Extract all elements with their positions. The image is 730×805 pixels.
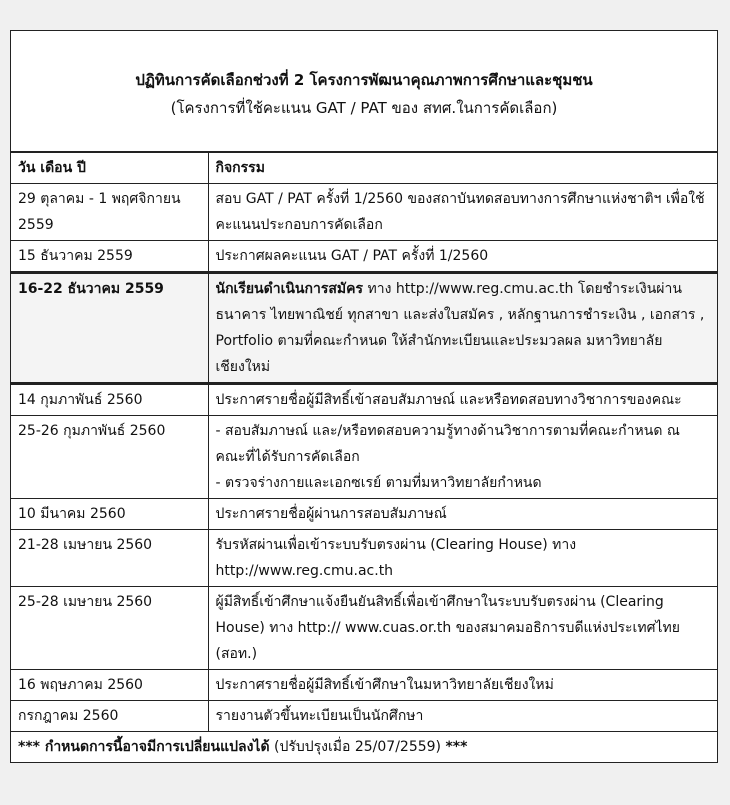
footnote-bold-prefix: *** กำหนดการนี้อาจมีการเปลี่ยนแปลงได้ xyxy=(18,739,270,755)
table-row xyxy=(11,587,717,670)
table-row xyxy=(11,701,717,732)
row-date: 21-28 เมษายน 2560 xyxy=(11,530,208,587)
row-date: 16-22 ธันวาคม 2559 xyxy=(11,273,208,384)
calendar-document xyxy=(10,30,718,763)
table-row xyxy=(11,670,717,701)
row-date: 14 กุมภาพันธ์ 2560 xyxy=(11,384,208,416)
row-date: 25-26 กุมภาพันธ์ 2560 xyxy=(11,416,208,499)
row-activity: ผู้มีสิทธิ์เข้าศึกษาแจ้งยืนยันสิทธิ์เพื่อเข้าศึกษาในระบบรับตรงผ่าน (Clearing House) ทาง http:// www.cuas.or.th ของสมาคมอธิการบดีแห่งประเทศไทย (สอท.) xyxy=(208,587,717,670)
row-activity: ประกาศผลคะแนน GAT / PAT ครั้งที่ 1/2560 xyxy=(208,241,717,273)
row-activity: ประกาศรายชื่อผู้มีสิทธิ์เข้าสอบสัมภาษณ์ และหรือทดสอบทางวิชาการของคณะ xyxy=(208,384,717,416)
row-date: 29 ตุลาคม - 1 พฤศจิกายน 2559 xyxy=(11,184,208,241)
row-activity: รายงานตัวขึ้นทะเบียนเป็นนักศึกษา xyxy=(208,701,717,732)
activity-text: ทาง http://www.reg.cmu.ac.th โดยชำระเงินผ่านธนาคาร ไทยพาณิชย์ ทุกสาขา และส่งใบสมัคร , หลักฐานการชำระเงิน , เอกสาร , Portfolio ตามที่คณะกำหนด ให้สำนักทะเบียนและประมวลผล มหาวิทยาลัยเชียงใหม่ xyxy=(215,281,705,375)
activity-line-1: - สอบสัมภาษณ์ และ/หรือทดสอบความรู้ทางด้านวิชาการตามที่คณะกำหนด ณ คณะที่ได้รับการคัดเลือก xyxy=(215,423,680,465)
schedule-table xyxy=(11,152,717,762)
row-activity: สอบ GAT / PAT ครั้งที่ 1/2560 ของสถาบันทดสอบทางการศึกษาแห่งชาติฯ เพื่อใช้คะแนนประกอบการคัดเลือก xyxy=(208,184,717,241)
activity-line-2: - ตรวจร่างกายและเอกซเรย์ ตามที่มหาวิทยาลัยกำหนด xyxy=(215,475,542,491)
table-row xyxy=(11,416,717,499)
title-box xyxy=(11,31,717,152)
row-activity: ประกาศรายชื่อผู้ผ่านการสอบสัมภาษณ์ xyxy=(208,499,717,530)
table-row xyxy=(11,384,717,416)
row-date: 16 พฤษภาคม 2560 xyxy=(11,670,208,701)
row-activity: รับรหัสผ่านเพื่อเข้าระบบรับตรงผ่าน (Clearing House) ทาง http://www.reg.cmu.ac.th xyxy=(208,530,717,587)
table-header-row xyxy=(11,153,717,184)
table-row xyxy=(11,499,717,530)
header-date: วัน เดือน ปี xyxy=(11,153,208,184)
page-title: ปฏิทินการคัดเลือกช่วงที่ 2 โครงการพัฒนาคุณภาพการศึกษาและชุมชน xyxy=(135,71,593,89)
table-row-highlight xyxy=(11,273,717,384)
row-date: กรกฎาคม 2560 xyxy=(11,701,208,732)
row-date: 25-28 เมษายน 2560 xyxy=(11,587,208,670)
footnote-updated: (ปรับปรุงเมื่อ 25/07/2559) xyxy=(269,739,446,755)
activity-bold-lead: นักเรียนดำเนินการสมัคร xyxy=(215,281,364,297)
footnote xyxy=(11,732,717,763)
footnote-bold-suffix: *** xyxy=(445,739,468,755)
table-row xyxy=(11,184,717,241)
row-activity xyxy=(208,273,717,384)
row-date: 15 ธันวาคม 2559 xyxy=(11,241,208,273)
table-row xyxy=(11,530,717,587)
row-date: 10 มีนาคม 2560 xyxy=(11,499,208,530)
footnote-row xyxy=(11,732,717,763)
row-activity xyxy=(208,416,717,499)
row-activity: ประกาศรายชื่อผู้มีสิทธิ์เข้าศึกษาในมหาวิทยาลัยเชียงใหม่ xyxy=(208,670,717,701)
header-activity: กิจกรรม xyxy=(208,153,717,184)
page-subtitle: (โครงการที่ใช้คะแนน GAT / PAT ของ สทศ.ในการคัดเลือก) xyxy=(170,99,558,117)
table-row xyxy=(11,241,717,273)
